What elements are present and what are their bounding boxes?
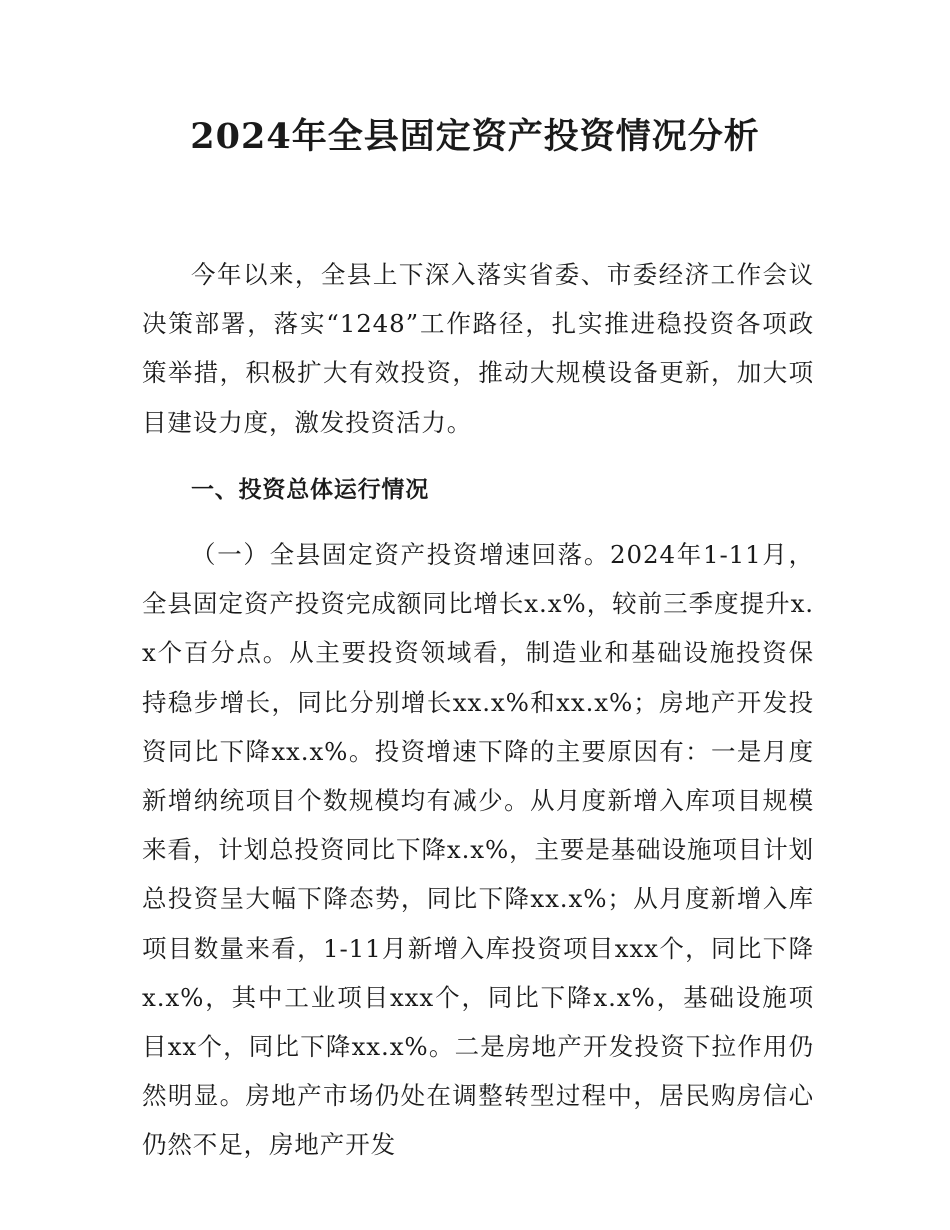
section-heading: 一、投资总体运行情况 bbox=[191, 477, 429, 503]
section-paragraph: （一）全县固定资产投资增速回落。2024年1-11月，全县固定资产投资完成额同比增长x.x%，较前三季度提升x.x个百分点。从主要投资领域看，制造业和基础设施投资保持稳步增长，同比分别增长xx.x%和xx.x%；房地产开发投资同比下降xx.x%。投资增速下降的主要原因有：一是月度新增纳统项目个数规模均有减少。从月度新增入库项目规模来看，计划总投资同比下降x.x%，主要是基础设施项目计划总投资呈大幅下降态势，同比下降xx.x%；从月度新增入库项目数量来看，1-11月新增入库投资项目xxx个，同比下降x.x%，其中工业项目xxx个，同比下降x.x%，基础设施项目xx个，同比下降xx.x%。二是房地产开发投资下拉作用仍然明显。房地产市场仍处在调整转型过程中，居民购房信心仍然不足，房地产开发 bbox=[142, 540, 814, 1160]
document-title: 2024年全县固定资产投资情况分析 bbox=[190, 116, 760, 157]
intro-paragraph: 今年以来，全县上下深入落实省委、市委经济工作会议决策部署，落实“1248”工作路径，扎实推进稳投资各项政策举措，积极扩大有效投资，推动大规模设备更新，加大项目建设力度，激发投资活力。 bbox=[142, 260, 814, 437]
